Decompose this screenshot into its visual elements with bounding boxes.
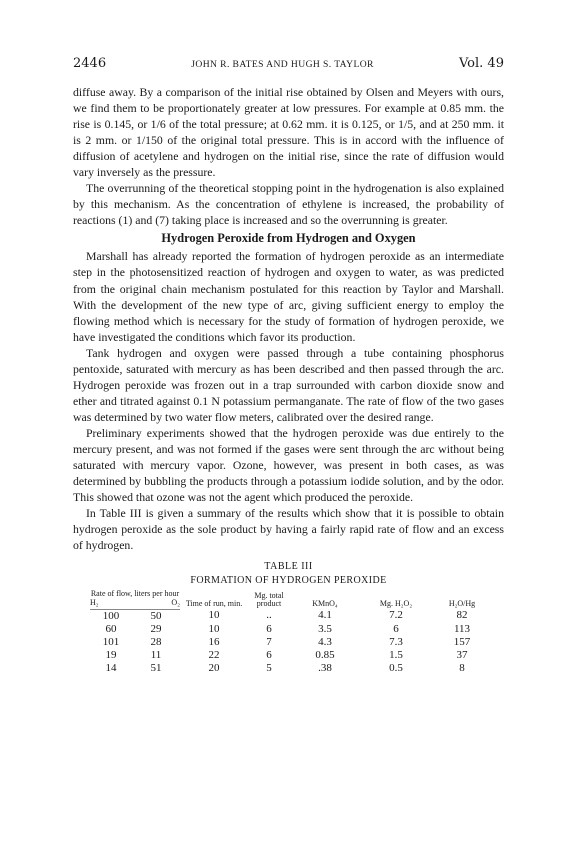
- cell: 82: [456, 609, 468, 622]
- cell: 0.5: [389, 662, 403, 675]
- cell: 6: [266, 622, 272, 635]
- table-row: [90, 636, 492, 649]
- cell: 51: [150, 662, 162, 675]
- cell: 7.3: [389, 635, 403, 648]
- column-header-h2o2: Mg. H₂O₂: [379, 599, 413, 609]
- table-row: [90, 623, 492, 636]
- cell: 113: [453, 622, 471, 635]
- cell: 14: [105, 662, 117, 675]
- flow-rate-header: Rate of flow, liters per hour: [90, 589, 180, 599]
- cell: 101: [102, 635, 120, 648]
- cell: 7.2: [389, 609, 403, 622]
- paragraph-overrunning: The overrunning of the theoretical stopping point in the hydrogenation is also explained by this mechanism. As the concentration of ethylene is increased, the probability of reactions (1) and (7) taking place is increased and so the overrunning is greater.: [73, 181, 504, 228]
- table-caption: FORMATION OF HYDROGEN PEROXIDE: [190, 575, 387, 587]
- cell: 37: [456, 649, 468, 662]
- running-authors: JOHN R. BATES AND HUGH S. TAYLOR: [191, 59, 374, 70]
- cell: 4.1: [318, 609, 332, 622]
- cell: 0.85: [315, 649, 335, 662]
- cell: 5: [266, 662, 272, 675]
- cell: 10: [208, 609, 220, 622]
- cell: 3.5: [318, 622, 332, 635]
- column-header-o2: O₂: [132, 599, 180, 609]
- column-header-time: Time of run, min.: [185, 599, 243, 609]
- table-row: [90, 662, 492, 675]
- table-title: TABLE III: [264, 561, 313, 573]
- column-header-h2o-hg: H₂O/Hg: [448, 599, 476, 609]
- table-row: [90, 609, 492, 623]
- cell: 6: [266, 649, 272, 662]
- paragraph-marshall: Marshall has already reported the formation of hydrogen peroxide as an intermediate step in the photosensitized reaction of hydrogen and oxygen to water, as was predicted from the original chain mechanism postulated for this reaction by Taylor and Marshall. With the development of the new type of arc, giving sufficient energy to employ the flowing method which is necessary for the study of formation of hydrogen peroxide, we have investigated the conditions which favor its production.: [73, 249, 504, 344]
- cell: 4.3: [318, 635, 332, 648]
- cell: 1.5: [389, 649, 403, 662]
- column-header-total-product: Mg. total product: [254, 590, 284, 609]
- cell: 7: [266, 635, 272, 648]
- results-table: [90, 590, 492, 675]
- paragraph-table-summary: In Table III is given a summary of the results which show that it is possible to obtain hydrogen peroxide as the sole product by having a fairly rapid rate of flow and an excess of hydrogen.: [73, 506, 504, 553]
- cell: 20: [208, 662, 220, 675]
- paragraph-preliminary: Preliminary experiments showed that the hydrogen peroxide was due entirely to the mercury present, and was not formed if the gases were sent through the arc without being saturated with mercury vapor. Ozone, however, was present in both cases, as was determined by bubbling the products through a potassium iodide solution, and by the odor. This showed that ozone was not the agent which produced the peroxide.: [73, 425, 504, 505]
- cell: 6: [393, 622, 399, 635]
- cell: 10: [208, 622, 220, 635]
- volume-label: Vol. 49: [458, 56, 504, 71]
- cell: 19: [105, 649, 117, 662]
- cell: 16: [208, 635, 220, 648]
- cell: 28: [150, 635, 162, 648]
- column-header-kmno4: KMnO₄: [312, 599, 338, 609]
- cell: 157: [453, 635, 471, 648]
- cell: 29: [150, 622, 162, 635]
- cell: 22: [208, 649, 220, 662]
- paragraph-continued: diffuse away. By a comparison of the initial rise obtained by Olsen and Meyers with ours, we find them to be proportionately greater at low pressures. For example at 0.85 mm. the rise is 0.145, or 1/6 of the total pressure; at 0.62 mm. it is 0.125, or 1/5, and at 250 mm. it is 2 mm. or 1/150 of the original total pressure. This is in accord with the influence of diffusion of acetylene and hydrogen on the initial rise, since the rate of diffusion would vary inversely as the pressure.: [73, 85, 504, 180]
- cell: .38: [318, 662, 332, 675]
- page: [73, 56, 504, 676]
- table-row: [90, 649, 492, 662]
- cell: ..: [266, 609, 272, 622]
- cell: 50: [150, 609, 162, 622]
- running-header: [73, 56, 504, 84]
- column-header-h2: H₂: [90, 599, 132, 609]
- cell: 11: [150, 649, 162, 662]
- cell: 100: [102, 609, 120, 622]
- cell: 60: [105, 622, 117, 635]
- page-number: 2446: [73, 56, 107, 71]
- section-heading: Hydrogen Peroxide from Hydrogen and Oxygen: [161, 231, 416, 246]
- cell: 8: [459, 662, 465, 675]
- paragraph-tank-hydrogen: Tank hydrogen and oxygen were passed through a tube containing phosphorus pentoxide, saturated with mercury as has been described and then passed through the arc. Hydrogen peroxide was frozen out in a trap surrounded with carbon dioxide snow and ether and titrated against 0.1 N potassium permanganate. The rate of flow of the two gases was determined by two water flow meters, calibrated over the desired range.: [73, 345, 504, 424]
